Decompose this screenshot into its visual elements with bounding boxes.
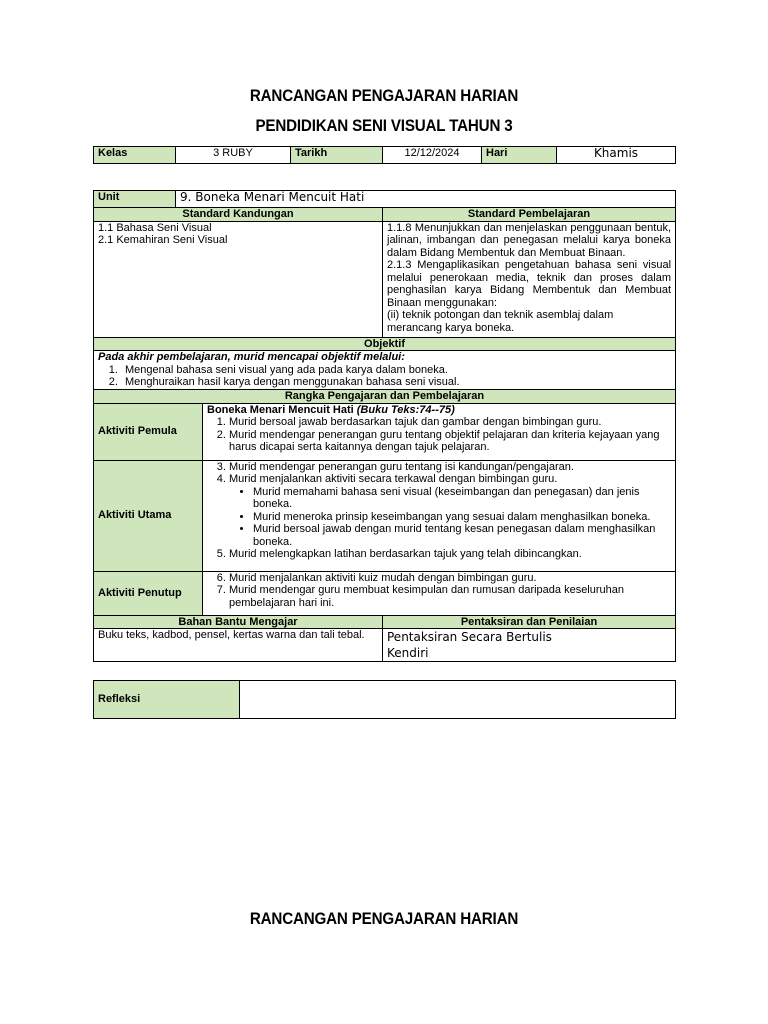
pentaksiran-cell [383,629,676,662]
objektif-intro: Pada akhir pembelajaran, murid mencapai objektif melalui: [98,351,405,363]
info-table [93,146,676,164]
utama-list-cont [207,548,671,561]
utama-item: 4. Murid menjalankan aktiviti secara terkawal dengan bimbingan guru. [229,473,671,486]
utama-bullets [207,486,671,549]
bahan-header: Bahan Bantu Mengajar [94,615,383,629]
penutup-list [207,572,671,610]
kelas-value: 3 RUBY [176,147,291,164]
unit-value: 9. Boneka Menari Mencuit Hati [176,191,676,208]
objektif-item: 1. Mengenal bahasa seni visual yang ada pada karya dalam boneka. [121,364,671,377]
pembelajaran-item: (ii) teknik potongan dan teknik asemblaj dalam merancang karya boneka. [387,309,614,334]
tarikh-value: 12/12/2024 [383,147,482,164]
lesson-table [93,190,676,662]
objektif-list [98,364,671,389]
aktiviti-utama-cell [203,460,676,571]
penutup-item: 6. Murid menjalankan aktiviti kuiz mudah dengan bimbingan guru. [229,572,671,585]
pentaksiran-line: Pentaksiran Secara Bertulis [387,630,552,644]
bahan-cell: Buku teks, kadbod, pensel, kertas warna dan tali tebal. [94,629,383,662]
objektif-item: 2. Menghuraikan hasil karya dengan menggunakan bahasa seni visual. [121,376,671,389]
standard-pembelajaran-cell [383,221,676,337]
page-subtitle: PENDIDIKAN SENI VISUAL TAHUN 3 [255,117,513,135]
standard-kandungan-cell [94,221,383,337]
utama-bullet: • Murid memahami bahasa seni visual (keseimbangan dan penegasan) dan jenis boneka. [253,486,671,511]
utama-item: 5. Murid melengkapkan latihan berdasarkan tajuk yang telah dibincangkan. [229,548,671,561]
aktiviti-pemula-label: Aktiviti Pemula [94,403,203,460]
pemula-topic: Boneka Menari Mencuit Hati [207,403,354,416]
refleksi-table [93,680,676,719]
pembelajaran-item: 1.1.8 Menunjukkan dan menjelaskan penggunaan bentuk, jalinan, imbangan dan penegasan melalui karya boneka dalam Bidang Membentuk dan Membuat Binaan. [387,221,672,259]
pemula-item: 2. Murid mendengar penerangan guru tentang objektif pelajaran dan kriteria kejayaan yang harus dicapai serta kaitannya dengan tajuk pelajaran. [229,429,671,454]
pentaksiran-line: Kendiri [387,646,429,660]
pembelajaran-item: 2.1.3 Mengaplikasikan pengetahuan bahasa seni visual melalui penerokaan media, teknik dan proses dalam penghasilan karya Bidang Membentuk dan Membuat Binaan menggunakan: [387,259,672,309]
objektif-cell [94,351,676,390]
standard-pembelajaran-header: Standard Pembelajaran [383,208,676,222]
tarikh-label: Tarikh [291,147,383,164]
objektif-header: Objektif [94,337,676,351]
aktiviti-utama-label: Aktiviti Utama [94,460,203,571]
page-title: RANCANGAN PENGAJARAN HARIAN [249,87,519,105]
refleksi-value[interactable] [240,681,676,719]
pemula-list [207,416,671,454]
standard-kandungan-header: Standard Kandungan [94,208,383,222]
pentaksiran-header: Pentaksiran dan Penilaian [383,615,676,629]
kandungan-item: 1.1 Bahasa Seni Visual [98,221,212,234]
hari-label: Hari [482,147,557,164]
kelas-label: Kelas [94,147,176,164]
utama-bullet: • Murid meneroka prinsip keseimbangan yang sesuai dalam menghasilkan boneka. [253,511,671,524]
refleksi-label: Refleksi [94,681,240,719]
unit-label: Unit [94,191,176,208]
utama-bullet: • Murid bersoal jawab dengan murid tentang kesan penegasan dalam menghasilkan boneka. [253,523,671,548]
pemula-book: (Buku Teks:74--75) [356,403,455,416]
aktiviti-penutup-label: Aktiviti Penutup [94,571,203,615]
aktiviti-pemula-cell [203,403,676,460]
hari-value: Khamis [557,147,676,164]
pemula-topic-line [207,404,671,417]
kandungan-item: 2.1 Kemahiran Seni Visual [98,234,228,246]
footer-title: RANCANGAN PENGAJARAN HARIAN [249,910,519,928]
pemula-item: 1. Murid bersoal jawab berdasarkan tajuk dan gambar dengan bimbingan guru. [229,416,671,429]
aktiviti-penutup-cell [203,571,676,615]
utama-item: 3. Murid mendengar penerangan guru tentang isi kandungan/pengajaran. [229,461,671,474]
rangka-header: Rangka Pengajaran dan Pembelajaran [94,390,676,404]
penutup-item: 7. Murid mendengar guru membuat kesimpulan dan rumusan daripada keseluruhan pembelajaran hari ini. [229,584,671,609]
utama-list [207,461,671,486]
